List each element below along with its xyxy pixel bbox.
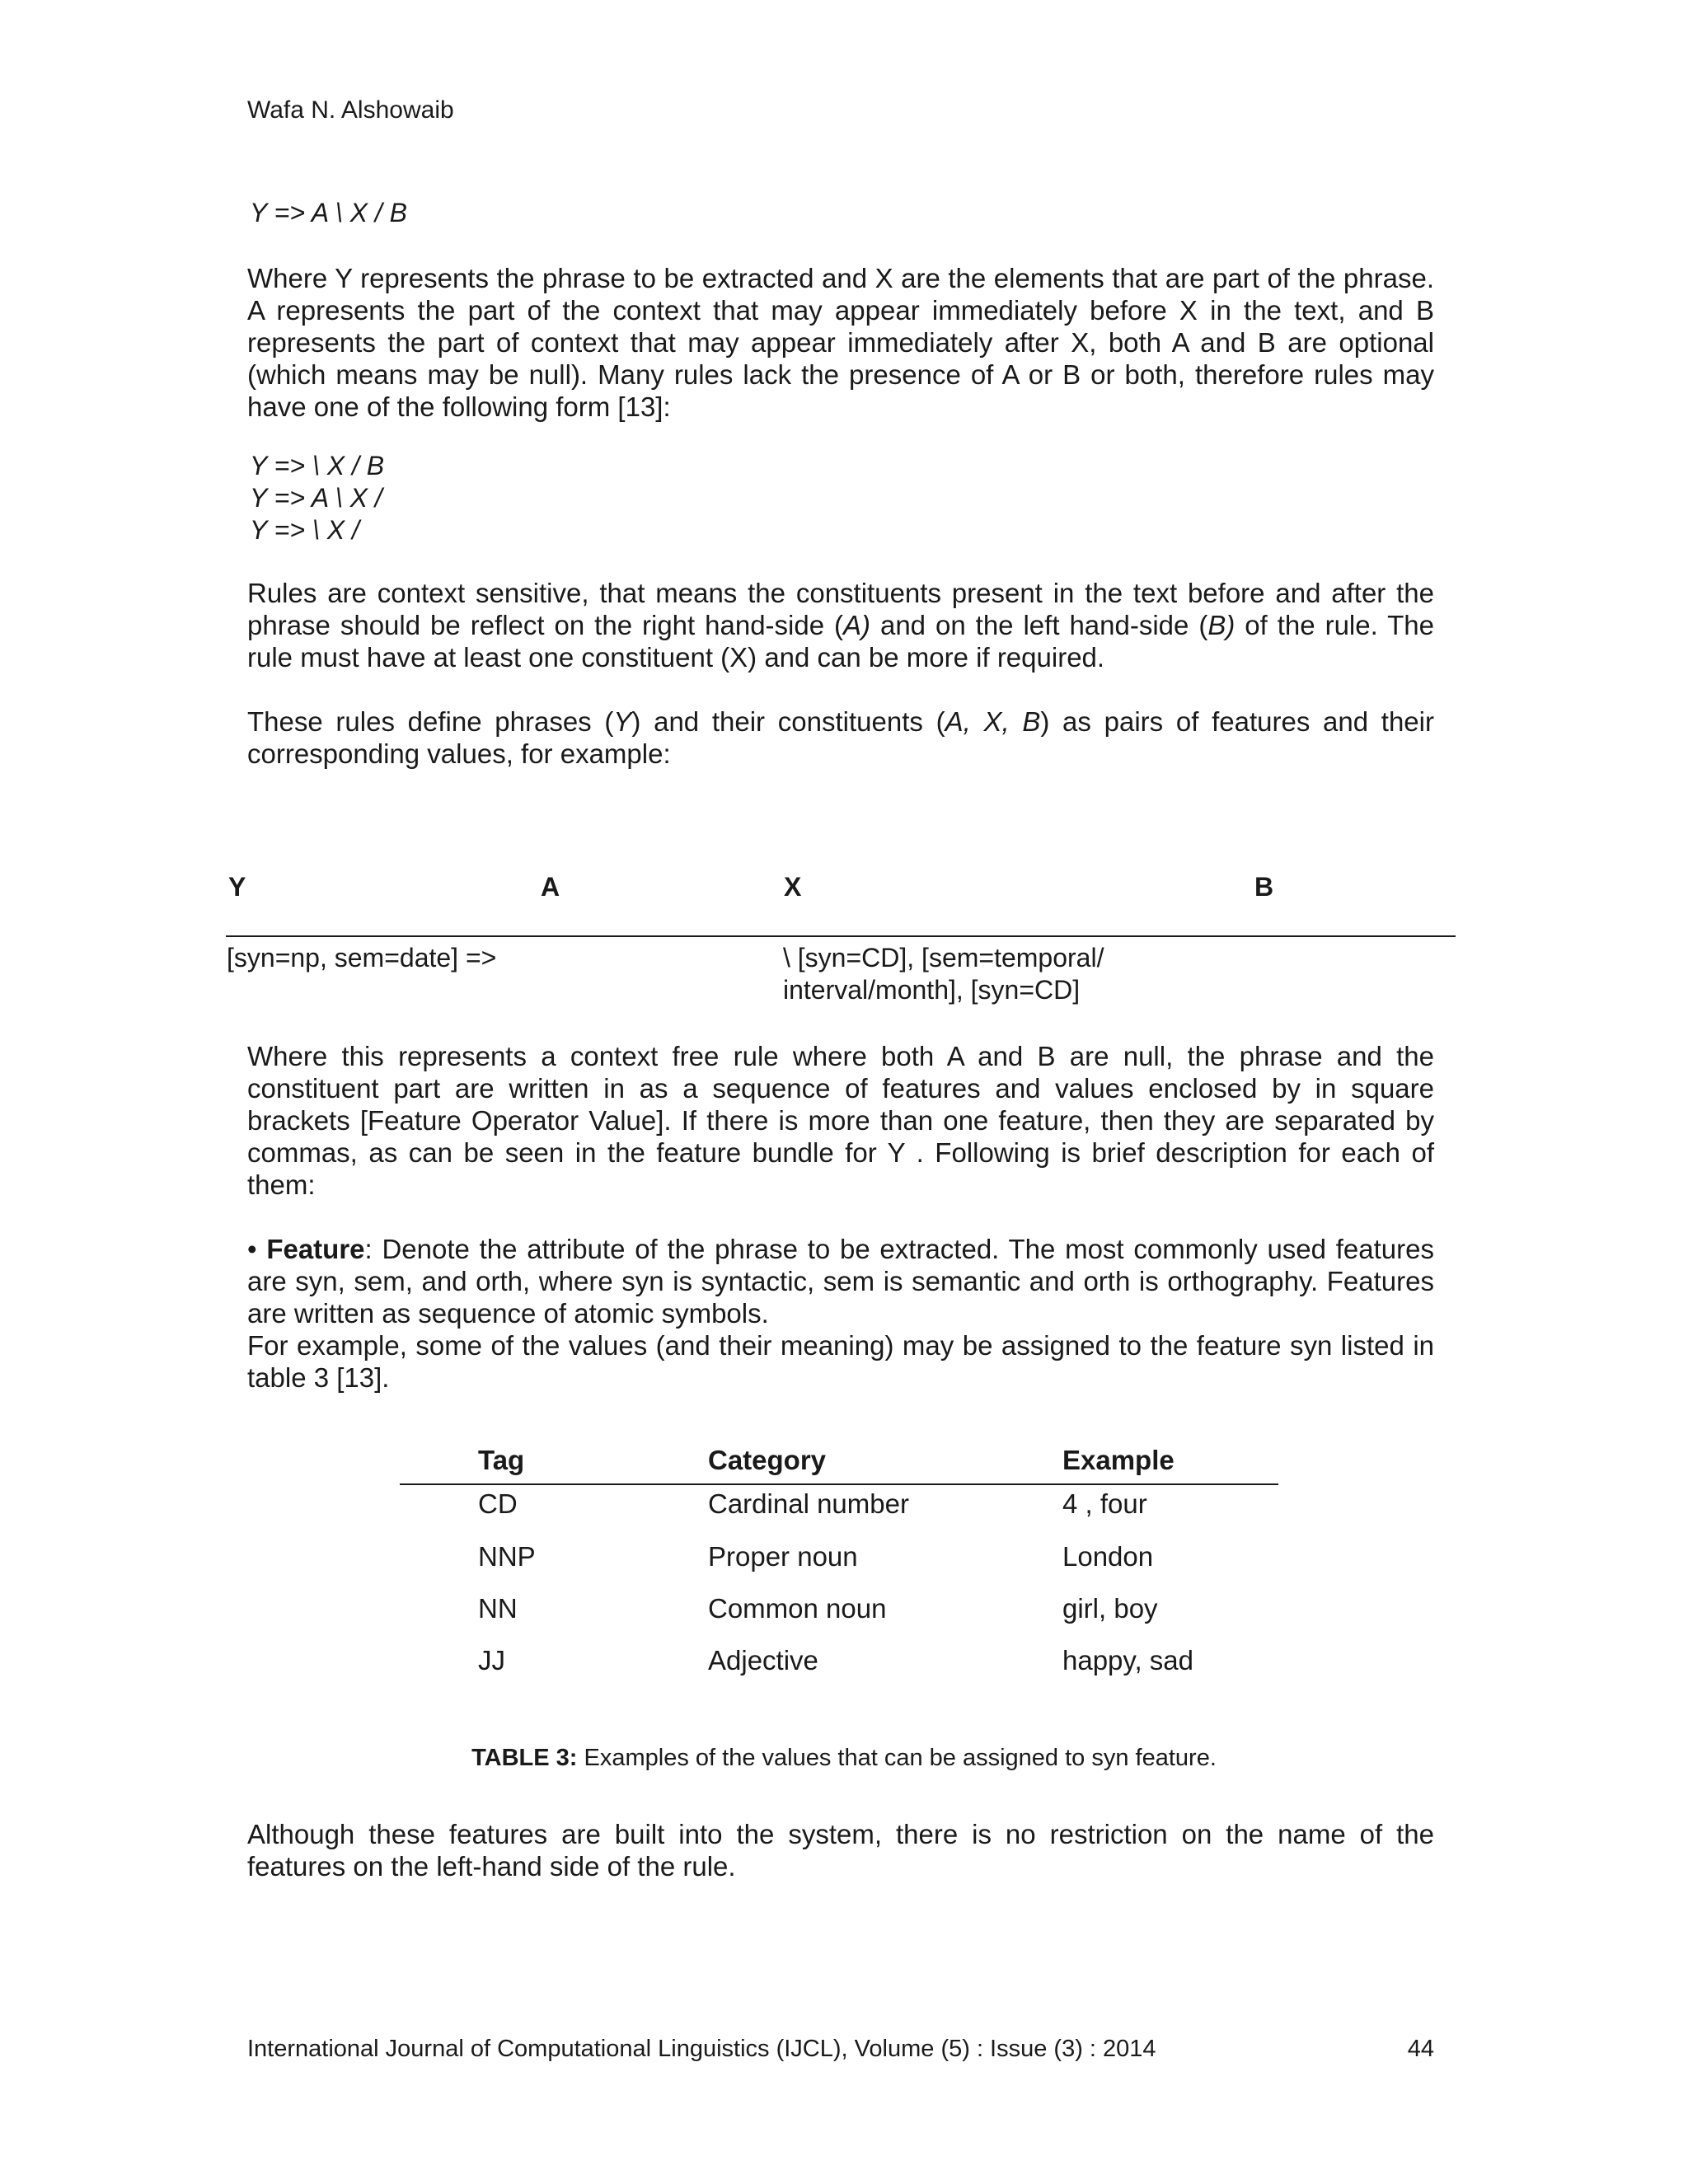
table3-header-example: Example [1062, 1445, 1175, 1475]
paragraph-syn-values: For example, some of the values (and their meaning) may be assigned to the feature syn listed in table 3 [13]. [247, 1330, 1434, 1393]
table3-header-tag: Tag [478, 1445, 525, 1475]
paragraph-feature-names: Although these features are built into the system, there is no restriction on the name of the features on the left-hand side of the rule. [247, 1819, 1434, 1882]
table3-divider [400, 1483, 1278, 1485]
rule-table-header-b: B [1254, 872, 1274, 902]
paragraph-context-sensitive: Rules are context sensitive, that means the constituents present in the text before and after the phrase should be reflect on the right hand-side (A) and on the left hand-side (B) of the rule. The rule must have at least one constituent (X) and can be more if required. [247, 578, 1434, 673]
table3-header-category: Category [708, 1445, 827, 1475]
table3-cell: Proper noun [708, 1541, 858, 1572]
rule-formula-variant-2: Y => A \ X / [250, 483, 382, 513]
paragraph-context-free-rule: Where this represents a context free rule where both A and B are null, the phrase and the constituent part are written in as a sequence of features and values enclosed by in square brackets [Feature Operator Value]. If there is more than one feature, then they are separated by commas, as can be seen in the feature bundle for Y . Following is brief description for each of them: [247, 1041, 1434, 1200]
rule-table-header-y: Y [228, 872, 246, 902]
bullet: • [247, 1234, 257, 1264]
running-header-author: Wafa N. Alshowaib [247, 96, 454, 124]
footer-journal: International Journal of Computational Linguistics (IJCL), Volume (5) : Issue (3) : 2014 [247, 2036, 1156, 2062]
paragraph-feature-description: • Feature: Denote the attribute of the phrase to be extracted. The most commonly used features are syn, sem, and orth, where syn is syntactic, sem is semantic and orth is orthography. Features are written as sequence of atomic symbols. [247, 1234, 1434, 1329]
rule-formula-variant-3: Y => \ X / [250, 515, 359, 545]
page-number: 44 [1407, 2036, 1434, 2062]
table3-cell: NNP [478, 1541, 536, 1572]
rule-table-cell-x-line-2: interval/month], [syn=CD] [783, 975, 1081, 1005]
table3-caption: TABLE 3: Examples of the values that can be assigned to syn feature. [471, 1745, 1217, 1771]
table3-cell: NN [478, 1593, 518, 1624]
rule-formula-main: Y => A \ X / B [250, 198, 407, 227]
rule-table-divider [226, 935, 1456, 937]
table3-cell: Cardinal number [708, 1488, 909, 1519]
table3-cell: 4 , four [1062, 1488, 1147, 1519]
paragraph-feature-pairs: These rules define phrases (Y) and their constituents (A, X, B) as pairs of features and their corresponding values, for example: [247, 706, 1434, 769]
rule-table-cell-x-line-1: \ [syn=CD], [sem=temporal/ [783, 943, 1104, 972]
table3-cell: Common noun [708, 1593, 887, 1624]
table3-cell: London [1062, 1541, 1154, 1572]
rule-table-header-a: A [541, 872, 560, 902]
rule-formula-variant-1: Y => \ X / B [250, 451, 385, 480]
paragraph-rule-explanation: Where Y represents the phrase to be extracted and X are the elements that are part of the phrase. A represents the part of the context that may appear immediately before X in the text, and B represents the part of context that may appear immediately after X, both A and B are optional (which means may be null). Many rules lack the presence of A or B or both, therefore rules may have one of the following form [13]: [247, 263, 1434, 422]
table3-cell: JJ [478, 1645, 505, 1675]
rule-table-cell-y: [syn=np, sem=date] => [227, 943, 497, 972]
table3-cell: girl, boy [1062, 1593, 1158, 1624]
table3-cell: Adjective [708, 1645, 818, 1675]
table3-cell: CD [478, 1488, 518, 1519]
table3-cell: happy, sad [1062, 1645, 1194, 1675]
feature-term: Feature [266, 1234, 365, 1264]
rule-table-header-x: X [784, 872, 802, 902]
